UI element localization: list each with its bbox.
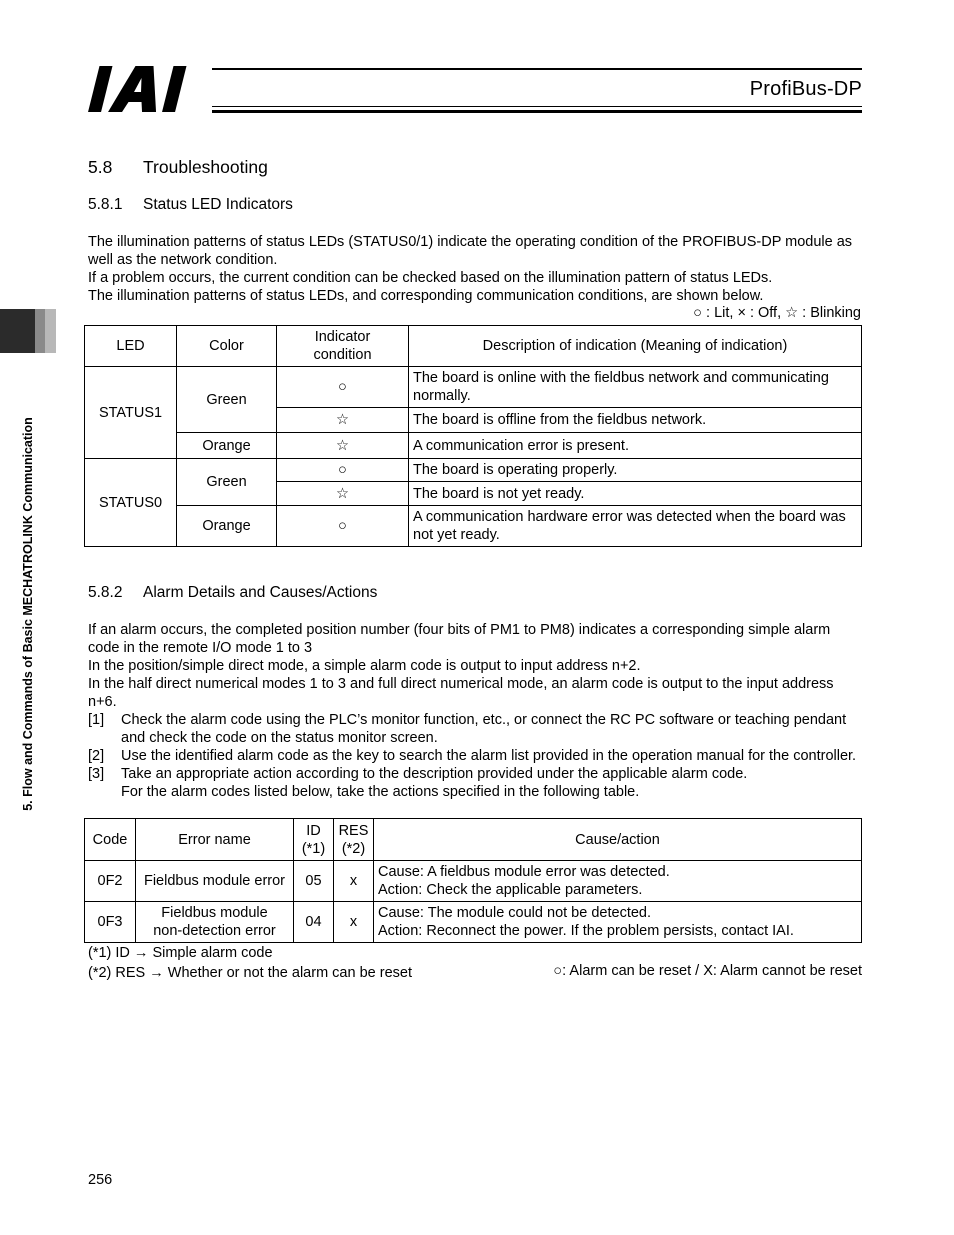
step-text: For the alarm codes listed below, take the actions specified in the following table.: [121, 784, 640, 800]
action-text: Action: Check the applicable parameters.: [378, 882, 643, 898]
subsection-heading-alarm: [88, 584, 377, 602]
step-text: Use the identified alarm code as the key to search the alarm list provided in the operation manual for the controller.: [121, 748, 857, 764]
led-intro-line: The illumination patterns of status LEDs, and corresponding communication conditions, are shown below.: [88, 288, 764, 304]
blinking-icon: ☆: [277, 433, 409, 459]
reset-legend: ○: Alarm can be reset / X: Alarm cannot be reset: [553, 963, 862, 979]
color-cell: Orange: [177, 433, 277, 459]
lit-icon: ○: [277, 459, 409, 482]
cause-text: Cause: The module could not be detected.: [378, 905, 652, 921]
step-item: [88, 765, 863, 783]
led-name-status0: STATUS0: [85, 459, 177, 547]
led-name-status1: STATUS1: [85, 367, 177, 459]
id-header-text: ID: [306, 822, 321, 839]
section-title: Troubleshooting: [143, 157, 268, 177]
chapter-side-label: 5. Flow and Commands of Basic MECHATROLINK Communication: [21, 417, 35, 811]
page-number: 256: [88, 1172, 113, 1188]
id-header-note: (*1): [301, 840, 326, 857]
led-intro-line: If a problem occurs, the current condition can be checked based on the illumination pattern of status LEDs.: [88, 270, 773, 286]
chapter-tab-shade-light: [45, 309, 56, 353]
alarm-code: 0F3: [85, 902, 136, 943]
led-status-table: [84, 325, 862, 547]
description-cell: A communication error is present.: [409, 433, 862, 459]
subsection-number: 5.8.1: [88, 196, 123, 213]
col-header-description: Description of indication (Meaning of indication): [409, 326, 862, 367]
alarm-table: [84, 818, 862, 943]
subsection-number: 5.8.2: [88, 584, 123, 601]
alarm-res: x: [334, 861, 374, 902]
table-row: [85, 506, 862, 547]
chapter-tab-shade: [35, 309, 45, 353]
res-header-note: (*2): [341, 840, 366, 857]
step-number: [3]: [88, 766, 105, 782]
table-note: (*2) RES → Whether or not the alarm can be reset: [88, 965, 412, 981]
subsection-title: Alarm Details and Causes/Actions: [143, 584, 378, 601]
color-cell: Green: [177, 367, 277, 433]
led-intro-line: The illumination patterns of status LEDs (STATUS0/1) indicate the operating condition of the PROFIBUS-DP module as well as the network condition.: [88, 234, 853, 268]
alarm-code: 0F2: [85, 861, 136, 902]
step-text: Check the alarm code using the PLC’s monitor function, etc., or connect the RC PC software or teaching pendant and check the code on the status monitor screen.: [121, 712, 847, 746]
step-text: Take an appropriate action according to the description provided under the applicable alarm code.: [121, 766, 748, 782]
description-cell: The board is not yet ready.: [409, 482, 862, 506]
description-cell: The board is online with the fieldbus network and communicating normally.: [409, 367, 862, 408]
description-cell: A communication hardware error was detected when the board was not yet ready.: [409, 506, 862, 547]
color-cell: Orange: [177, 506, 277, 547]
subsection-title: Status LED Indicators: [143, 196, 293, 213]
lit-icon: ○: [277, 506, 409, 547]
lit-icon: ○: [277, 367, 409, 408]
error-name: Fieldbus module error: [136, 861, 294, 902]
alarm-intro-paragraph: [88, 621, 863, 801]
description-cell: The board is operating properly.: [409, 459, 862, 482]
alarm-id: 05: [294, 861, 334, 902]
table-note: (*1) ID → Simple alarm code: [88, 945, 273, 961]
header-rule-top: [212, 68, 862, 70]
blinking-icon: ☆: [277, 408, 409, 433]
header-rule-thin: [212, 106, 862, 107]
indicator-header-text: Indicator condition: [313, 329, 372, 363]
cause-text: Cause: A fieldbus module error was detected.: [378, 864, 670, 880]
alarm-res: x: [334, 902, 374, 943]
col-header-color: Color: [177, 326, 277, 367]
table-row: [85, 459, 862, 482]
description-cell: The board is offline from the fieldbus network.: [409, 408, 862, 433]
step-number: [2]: [88, 748, 105, 764]
res-header-text: RES: [338, 822, 369, 839]
step-item: [88, 711, 863, 747]
blinking-icon: ☆: [277, 482, 409, 506]
subsection-heading-led: [88, 196, 293, 214]
cause-action: [374, 861, 862, 902]
alarm-intro-line: If an alarm occurs, the completed position number (four bits of PM1 to PM8) indicates a corresponding simple alarm code in the remote I/O mode 1 to 3: [88, 622, 831, 656]
section-number: 5.8: [88, 157, 113, 177]
alarm-intro-line: In the half direct numerical modes 1 to 3 and full direct numerical mode, an alarm code is output to the input address n+6.: [88, 676, 834, 710]
step-number: [1]: [88, 712, 105, 728]
col-header-error-name: Error name: [136, 819, 294, 861]
col-header-led: LED: [85, 326, 177, 367]
step-item: [88, 747, 863, 765]
led-symbol-legend: ○ : Lit, × : Off, ☆ : Blinking: [693, 305, 861, 321]
alarm-intro-line: In the position/simple direct mode, a simple alarm code is output to input address n+2.: [88, 658, 641, 674]
action-text: Action: Reconnect the power. If the problem persists, contact IAI.: [378, 923, 794, 939]
chapter-tab: [0, 309, 35, 353]
led-intro-paragraph: [88, 233, 863, 305]
product-name: ProfiBus-DP: [749, 78, 862, 100]
table-row: [85, 861, 862, 902]
step-item-continued: [88, 783, 863, 801]
col-header-cause-action: Cause/action: [374, 819, 862, 861]
error-name: [136, 902, 294, 943]
col-header-res: [334, 819, 374, 861]
col-header-id: [294, 819, 334, 861]
iai-logo: [86, 64, 208, 114]
cause-action: [374, 902, 862, 943]
header-rule-bottom: [212, 110, 862, 113]
error-name-line: non-detection error: [153, 923, 276, 939]
alarm-id: 04: [294, 902, 334, 943]
error-name-line: Fieldbus module: [161, 905, 268, 921]
table-row: [85, 433, 862, 459]
table-row: [85, 902, 862, 943]
color-cell: Green: [177, 459, 277, 506]
section-heading: [88, 157, 268, 178]
col-header-indicator: [277, 326, 409, 367]
table-row: [85, 367, 862, 408]
col-header-code: Code: [85, 819, 136, 861]
